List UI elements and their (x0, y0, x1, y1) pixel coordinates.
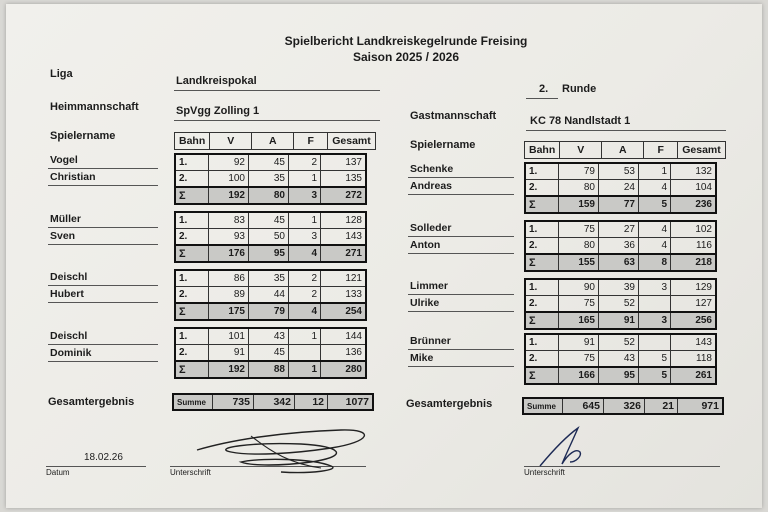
sum-row (175, 303, 366, 320)
col-a: A (252, 133, 294, 150)
f-sum-cell: 5 (639, 367, 671, 384)
col-bahn: Bahn (175, 133, 210, 150)
f-cell (639, 334, 671, 351)
sum-row (525, 196, 716, 213)
liga-value: Landkreispokal (176, 75, 257, 87)
gesamt-cell: 118 (671, 351, 717, 368)
bahn-cell: 1. (175, 270, 209, 287)
v-sum-cell: 159 (559, 196, 599, 213)
table-row (175, 328, 366, 345)
player-last-name: Müller (50, 213, 81, 225)
gesamt-cell: 102 (671, 221, 717, 238)
gesamt-cell: 137 (321, 154, 367, 171)
player-first-name: Dominik (50, 347, 92, 359)
col-a: A (602, 142, 644, 159)
v-cell: 100 (209, 171, 249, 188)
sum-row (525, 254, 716, 271)
datum-value: 18.02.26 (84, 452, 123, 463)
f-sum-cell: 3 (639, 312, 671, 329)
total-a: 342 (254, 394, 295, 410)
f-sum-cell: 4 (289, 303, 321, 320)
v-cell: 93 (209, 229, 249, 246)
gesamt-cell: 133 (321, 287, 367, 304)
total-f: 12 (295, 394, 328, 410)
player-last-name: Deischl (50, 271, 88, 283)
bahn-cell: 1. (175, 328, 209, 345)
home-gesamtergebnis-label: Gesamtergebnis (48, 396, 135, 408)
gesamt-sum-cell: 236 (671, 196, 717, 213)
total-v: 735 (213, 394, 254, 410)
table-row (525, 296, 716, 313)
gesamt-sum-cell: 280 (321, 361, 367, 378)
player-score-table (524, 162, 717, 214)
player-last-name: Schenke (410, 163, 454, 175)
summe-label: Summe (523, 398, 563, 414)
runde-value: 2. (539, 83, 549, 95)
bahn-cell: 1. (525, 279, 559, 296)
bahn-cell: 1. (175, 212, 209, 229)
gesamt-cell: 135 (321, 171, 367, 188)
f-cell: 2 (289, 270, 321, 287)
a-cell: 24 (599, 180, 639, 197)
a-cell: 35 (249, 270, 289, 287)
gesamt-cell: 143 (671, 334, 717, 351)
bahn-cell: 2. (525, 238, 559, 255)
bahn-cell: 2. (175, 229, 209, 246)
col-gesamt: Gesamt (678, 142, 726, 159)
gast-value: KC 78 Nandlstadt 1 (530, 115, 631, 127)
home-column-header (174, 132, 376, 150)
gesamt-cell: 104 (671, 180, 717, 197)
player-last-name: Solleder (410, 222, 452, 234)
a-sum-cell: 95 (599, 367, 639, 384)
v-cell: 75 (559, 351, 599, 368)
bahn-cell: 2. (525, 180, 559, 197)
player-score-table (524, 220, 717, 272)
guest-gesamtergebnis-label: Gesamtergebnis (406, 398, 493, 410)
bahn-cell: 1. (525, 163, 559, 180)
bahn-cell: 2. (525, 351, 559, 368)
a-sum-cell: 79 (249, 303, 289, 320)
a-sum-cell: 91 (599, 312, 639, 329)
player-last-name: Deischl (50, 330, 88, 342)
gesamt-cell: 144 (321, 328, 367, 345)
sigma-cell: Σ (525, 312, 559, 329)
bahn-cell: 1. (525, 334, 559, 351)
f-cell: 4 (639, 238, 671, 255)
datum-label: Datum (46, 468, 70, 477)
a-cell: 52 (599, 296, 639, 313)
table-row (525, 351, 716, 368)
score-sheet (6, 4, 762, 508)
player-last-name: Vogel (50, 154, 78, 166)
table-row (525, 238, 716, 255)
f-cell (289, 345, 321, 362)
f-cell: 5 (639, 351, 671, 368)
a-cell: 45 (249, 154, 289, 171)
gesamt-sum-cell: 261 (671, 367, 717, 384)
bahn-cell: 2. (525, 296, 559, 313)
v-cell: 80 (559, 238, 599, 255)
sigma-cell: Σ (175, 361, 209, 378)
player-score-table (174, 269, 367, 321)
sum-row (525, 312, 716, 329)
table-row (523, 398, 723, 414)
v-cell: 91 (559, 334, 599, 351)
player-first-name: Sven (50, 230, 76, 242)
total-f: 21 (645, 398, 678, 414)
gesamt-cell: 128 (321, 212, 367, 229)
f-sum-cell: 3 (289, 187, 321, 204)
table-row (525, 163, 716, 180)
v-cell: 75 (559, 221, 599, 238)
f-cell: 1 (289, 171, 321, 188)
player-score-table (174, 153, 367, 205)
a-cell: 27 (599, 221, 639, 238)
a-sum-cell: 80 (249, 187, 289, 204)
bahn-cell: 2. (175, 171, 209, 188)
v-sum-cell: 166 (559, 367, 599, 384)
f-cell: 1 (639, 163, 671, 180)
v-cell: 89 (209, 287, 249, 304)
f-cell: 1 (289, 328, 321, 345)
a-cell: 35 (249, 171, 289, 188)
home-spielername-label: Spielername (50, 130, 116, 142)
summe-label: Summe (173, 394, 213, 410)
v-sum-cell: 176 (209, 245, 249, 262)
sigma-cell: Σ (175, 303, 209, 320)
v-cell: 75 (559, 296, 599, 313)
f-cell: 3 (289, 229, 321, 246)
table-row (175, 345, 366, 362)
player-first-name: Ulrike (410, 297, 440, 309)
table-row (175, 154, 366, 171)
v-cell: 101 (209, 328, 249, 345)
season-label: Saison 2025 / 2026 (352, 50, 460, 64)
player-score-table (174, 211, 367, 263)
v-cell: 91 (209, 345, 249, 362)
bahn-cell: 2. (175, 345, 209, 362)
total-gesamt: 971 (678, 398, 724, 414)
a-sum-cell: 63 (599, 254, 639, 271)
player-first-name: Anton (410, 239, 441, 251)
runde-label: Runde (562, 83, 597, 95)
a-cell: 50 (249, 229, 289, 246)
a-sum-cell: 88 (249, 361, 289, 378)
home-total-table (172, 393, 374, 411)
f-cell: 2 (289, 287, 321, 304)
guest-spielername-label: Spielername (410, 139, 476, 151)
gesamt-sum-cell: 256 (671, 312, 717, 329)
col-v: V (560, 142, 602, 159)
v-cell: 83 (209, 212, 249, 229)
f-cell: 2 (289, 154, 321, 171)
home-unterschrift-label: Unterschrift (170, 468, 211, 477)
a-cell: 45 (249, 212, 289, 229)
a-cell: 53 (599, 163, 639, 180)
a-cell: 52 (599, 334, 639, 351)
f-sum-cell: 8 (639, 254, 671, 271)
gesamt-cell: 143 (321, 229, 367, 246)
f-cell: 1 (289, 212, 321, 229)
f-sum-cell: 4 (289, 245, 321, 262)
table-row (175, 270, 366, 287)
v-cell: 79 (559, 163, 599, 180)
liga-label: Liga (50, 68, 73, 80)
guest-column-header (524, 141, 726, 159)
gesamt-cell: 127 (671, 296, 717, 313)
player-score-table (524, 333, 717, 385)
col-gesamt: Gesamt (328, 133, 376, 150)
f-cell (639, 296, 671, 313)
a-cell: 39 (599, 279, 639, 296)
gesamt-sum-cell: 218 (671, 254, 717, 271)
heim-label: Heimmannschaft (50, 101, 139, 113)
bahn-cell: 2. (175, 287, 209, 304)
v-sum-cell: 155 (559, 254, 599, 271)
bahn-cell: 1. (525, 221, 559, 238)
player-first-name: Hubert (50, 288, 84, 300)
v-sum-cell: 192 (209, 361, 249, 378)
table-row (525, 334, 716, 351)
f-sum-cell: 1 (289, 361, 321, 378)
sigma-cell: Σ (525, 367, 559, 384)
heim-value: SpVgg Zolling 1 (176, 105, 260, 117)
col-bahn: Bahn (525, 142, 560, 159)
player-score-table (174, 327, 367, 379)
a-sum-cell: 77 (599, 196, 639, 213)
f-cell: 4 (639, 221, 671, 238)
v-sum-cell: 192 (209, 187, 249, 204)
sum-row (175, 245, 366, 262)
f-sum-cell: 5 (639, 196, 671, 213)
guest-total-table (522, 397, 724, 415)
sum-row (175, 361, 366, 378)
player-last-name: Brünner (410, 335, 451, 347)
a-cell: 43 (249, 328, 289, 345)
gesamt-sum-cell: 254 (321, 303, 367, 320)
gesamt-cell: 136 (321, 345, 367, 362)
sigma-cell: Σ (525, 254, 559, 271)
table-row (525, 279, 716, 296)
table-row (175, 287, 366, 304)
v-cell: 90 (559, 279, 599, 296)
a-cell: 44 (249, 287, 289, 304)
player-first-name: Andreas (410, 180, 453, 192)
player-first-name: Mike (410, 352, 434, 364)
player-first-name: Christian (50, 171, 96, 183)
gesamt-sum-cell: 272 (321, 187, 367, 204)
bahn-cell: 1. (175, 154, 209, 171)
sigma-cell: Σ (175, 245, 209, 262)
table-row (175, 171, 366, 188)
sigma-cell: Σ (525, 196, 559, 213)
col-f: F (644, 142, 678, 159)
gesamt-sum-cell: 271 (321, 245, 367, 262)
f-cell: 4 (639, 180, 671, 197)
sigma-cell: Σ (175, 187, 209, 204)
v-cell: 92 (209, 154, 249, 171)
v-sum-cell: 175 (209, 303, 249, 320)
total-gesamt: 1077 (328, 394, 374, 410)
gesamt-cell: 129 (671, 279, 717, 296)
v-cell: 80 (559, 180, 599, 197)
home-signature (191, 422, 381, 478)
a-cell: 45 (249, 345, 289, 362)
a-sum-cell: 95 (249, 245, 289, 262)
sum-row (525, 367, 716, 384)
table-row (175, 229, 366, 246)
v-cell: 86 (209, 270, 249, 287)
sheet-title: Spielbericht Landkreiskegelrunde Freising (284, 34, 528, 48)
gesamt-cell: 116 (671, 238, 717, 255)
player-last-name: Limmer (410, 280, 448, 292)
total-v: 645 (563, 398, 604, 414)
gesamt-cell: 121 (321, 270, 367, 287)
sum-row (175, 187, 366, 204)
v-sum-cell: 165 (559, 312, 599, 329)
col-v: V (210, 133, 252, 150)
table-row (525, 180, 716, 197)
col-f: F (294, 133, 328, 150)
total-a: 326 (604, 398, 645, 414)
player-score-table (524, 278, 717, 330)
table-row (173, 394, 373, 410)
gesamt-cell: 132 (671, 163, 717, 180)
guest-signature (536, 424, 596, 470)
table-row (175, 212, 366, 229)
f-cell: 3 (639, 279, 671, 296)
guest-unterschrift-label: Unterschrift (524, 468, 565, 477)
a-cell: 36 (599, 238, 639, 255)
gast-label: Gastmannschaft (410, 110, 497, 122)
a-cell: 43 (599, 351, 639, 368)
table-row (525, 221, 716, 238)
